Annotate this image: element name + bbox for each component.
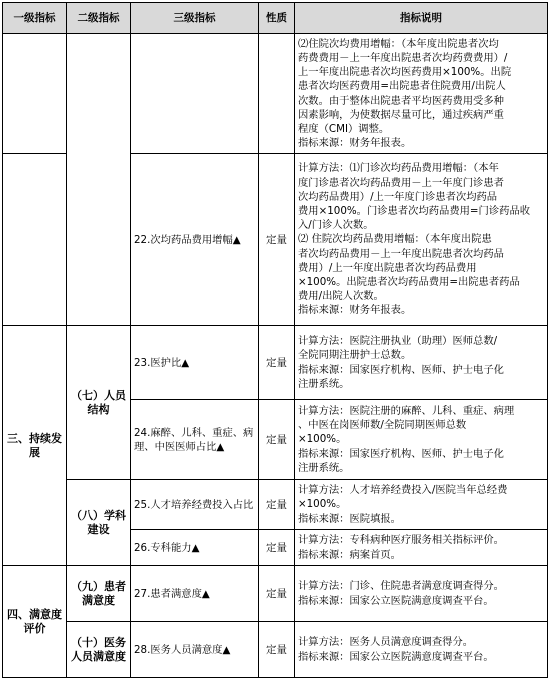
indicator-nature: 定量 [259,566,295,622]
indicator-table [2,2,548,678]
nature-cell [259,34,295,154]
indicator-nature: 定量 [259,400,295,480]
header-level1: 一级指标 [3,3,67,34]
header-level3: 三级指标 [131,3,259,34]
table-row [3,566,548,622]
description-cell: 计算方法：医务人员满意度调查得分。 指标来源：国家公立医院满意度调查平台。 [295,622,548,678]
indicator-name: 25.人才培养经费投入占比 [131,480,259,530]
description-cell: 计算方法：医院注册执业（助理）医师总数/ 全院同期注册护士总数。 指标来源：国家医疗机构、医师、护士电子化 注册系统。 [295,326,548,400]
indicator-nature: 定量 [259,480,295,530]
description-cell: 计算方法：专科病种医疗服务相关指标评价。 指标来源：病案首页。 [295,530,548,566]
header-nature: 性质 [259,3,295,34]
indicator-nature: 定量 [259,530,295,566]
table-row [3,480,548,530]
indicator-nature: 定量 [259,326,295,400]
indicator-name: 26.专科能力▲ [131,530,259,566]
indicator-name: 24.麻醉、儿科、重症、病理、中医医师占比▲ [131,400,259,480]
level3-cell [131,34,259,154]
indicator-name: 28.医务人员满意度▲ [131,622,259,678]
table-row [3,622,548,678]
description-cell: ⑵住院次均费用增幅：（本年度出院患者次均 药费费用－上一年度出院患者次均药费费用）/ 上一年度出院患者次均医药费用×100%。出院 患者次均医药费用=出院患者住院费用/出院人 次数。由于整体出院患者平均医药费用受多种 因素影响，为使数据尽量可比，通过疾病严重 程度（CMI）调整。 指标来源：财务年报表。 [295,34,548,154]
indicator-nature: 定量 [259,622,295,678]
indicator-name: 27.患者满意度▲ [131,566,259,622]
header-description: 指标说明 [295,3,548,34]
level1-cell [3,154,67,326]
level1-cell [3,34,67,154]
indicator-nature: 定量 [259,154,295,326]
level2-cell [67,34,131,326]
table-header-row [3,3,548,34]
description-cell: 计算方法：医院注册的麻醉、儿科、重症、病理 、中医在岗医师数/全院同期医师总数 ×100%。 指标来源：国家医疗机构、医师、护士电子化 注册系统。 [295,400,548,480]
level2-cell: （九）患者满意度 [67,566,131,622]
table-row [3,326,548,400]
level2-cell: （十）医务人员满意度 [67,622,131,678]
description-cell: 计算方法：⑴门诊次均药品费用增幅：（本年 度门诊患者次均药品费用－上一年度门诊患者 次均药品费用）/上一年度门诊患者次均药品 费用×100%。门诊患者次均药品费用=门诊药品收 入/门诊人次数。 ⑵ 住院次均药品费用增幅：（本年度出院患 者次均药品费用－上一年度出院患者次均药品 费用）/上一年度出院患者次均药品费用 ×100%。出院患者次均药品费用=出院患者药品 费用/出院人次数。 指标来源：财务年报表。 [295,154,548,326]
description-cell: 计算方法：人才培养经费投入/医院当年总经费 ×100%。 指标来源：医院填报。 [295,480,548,530]
level1-cell: 三、持续发展 [3,326,67,566]
level2-cell: （七）人员结构 [67,326,131,480]
header-level2: 二级指标 [67,3,131,34]
level2-cell: （八）学科建设 [67,480,131,566]
indicator-name: 22.次均药品费用增幅▲ [131,154,259,326]
description-cell: 计算方法：门诊、住院患者满意度调查得分。 指标来源：国家公立医院满意度调查平台。 [295,566,548,622]
table-row [3,34,548,154]
level1-cell: 四、满意度评价 [3,566,67,678]
indicator-name: 23.医护比▲ [131,326,259,400]
